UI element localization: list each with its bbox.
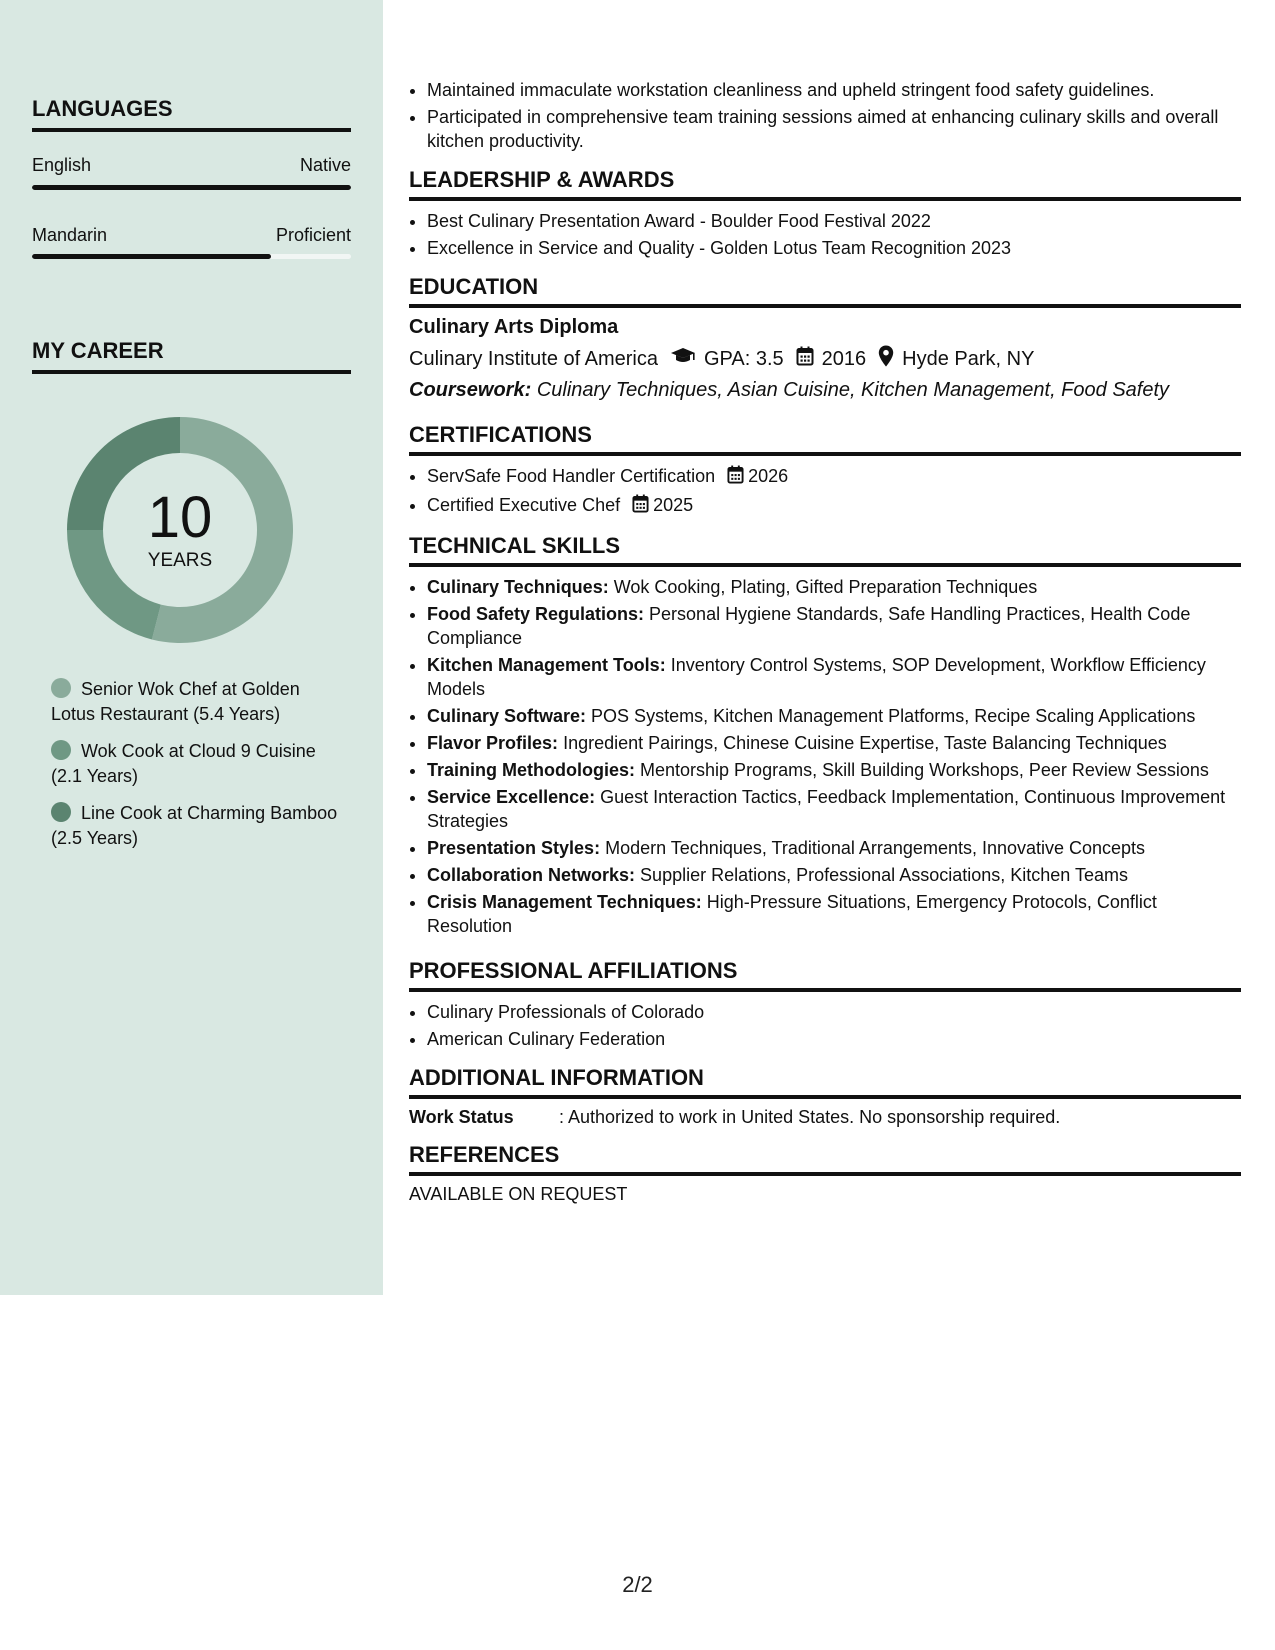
skill-value: Personal Hygiene Standards, Safe Handling Practices, Health Code Compliance (427, 604, 1191, 648)
education-year: 2016 (821, 347, 867, 370)
education-location: Hyde Park, NY (902, 347, 1035, 370)
skill-item (427, 758, 1241, 782)
language-row-english (32, 155, 351, 176)
work-status-row (409, 1107, 1241, 1128)
skill-label: Flavor Profiles: (427, 733, 559, 753)
legend-dot-icon (51, 678, 71, 698)
education-degree: Culinary Arts Diploma (409, 316, 619, 338)
skill-item (427, 785, 1241, 833)
career-total-unit: YEARS (147, 550, 213, 571)
skill-label: Culinary Software: (427, 706, 587, 726)
award-item: • Excellence in Service and Quality - Golden Lotus Team Recognition 2023 (427, 236, 1241, 260)
skill-value: High-Pressure Situations, Emergency Protocols, Conflict Resolution (427, 892, 1157, 936)
certification-name: Certified Executive Chef (427, 495, 621, 515)
certification-year: 2025 (653, 495, 694, 515)
language-name: Mandarin (32, 225, 108, 245)
language-bar-english (32, 185, 351, 190)
certifications-heading: CERTIFICATIONS (409, 422, 1241, 456)
award-item: • Best Culinary Presentation Award - Boulder Food Festival 2022 (427, 209, 1241, 233)
skill-value: POS Systems, Kitchen Management Platforms, Recipe Scaling Applications (591, 706, 1196, 726)
skill-item (427, 704, 1241, 728)
calendar-icon (727, 465, 744, 490)
skill-value: Mentorship Programs, Skill Building Workshops, Peer Review Sessions (640, 760, 1209, 780)
affiliation-item: • American Culinary Federation (427, 1027, 1241, 1051)
language-row-mandarin (32, 225, 351, 246)
affiliations-heading: PROFESSIONAL AFFILIATIONS (409, 958, 1241, 992)
coursework-label: Coursework: (409, 379, 532, 401)
skills-list (409, 575, 1241, 938)
skill-label: Food Safety Regulations: (427, 604, 645, 624)
experience-bullets (409, 78, 1241, 153)
language-bar-fill (32, 254, 271, 259)
coursework-value: Culinary Techniques, Asian Cuisine, Kitchen Management, Food Safety (536, 379, 1170, 401)
references-text: AVAILABLE ON REQUEST (409, 1184, 628, 1204)
skill-item (427, 602, 1241, 650)
language-name: English (32, 155, 92, 175)
skill-value: Inventory Control Systems, SOP Development, Workflow Efficiency Models (427, 655, 1206, 699)
page-number: 2/2 (622, 1572, 653, 1597)
legend-dot-icon (51, 802, 71, 822)
skill-label: Crisis Management Techniques: (427, 892, 702, 912)
skill-value: Guest Interaction Tactics, Feedback Implementation, Continuous Improvement Strategies (427, 787, 1226, 831)
language-bar-fill (32, 185, 351, 190)
donut-center-label (67, 417, 293, 643)
skill-value: Wok Cooking, Plating, Gifted Preparation Techniques (613, 577, 1038, 597)
language-level: Native (299, 155, 351, 175)
skill-item (427, 836, 1241, 860)
calendar-icon (796, 346, 814, 372)
calendar-icon (632, 494, 649, 519)
references-heading: REFERENCES (409, 1142, 1241, 1176)
skill-value: Ingredient Pairings, Chinese Cuisine Expertise, Taste Balancing Techniques (563, 733, 1167, 753)
career-item-label: Line Cook at Charming Bamboo (2.5 Years) (51, 803, 338, 848)
languages-heading: LANGUAGES (32, 96, 351, 132)
legend-dot-icon (51, 740, 71, 760)
education-gpa: GPA: 3.5 (704, 347, 784, 370)
career-total-years: 10 (147, 485, 213, 550)
skill-label: Presentation Styles: (427, 838, 601, 858)
leadership-heading: LEADERSHIP & AWARDS (409, 167, 1241, 201)
skill-item (427, 863, 1241, 887)
certification-year: 2026 (748, 466, 789, 486)
career-item-label: Senior Wok Chef at Golden Lotus Restaurant (5.4 Years) (51, 679, 300, 724)
language-bar-mandarin (32, 254, 351, 259)
main-content (409, 78, 1241, 1205)
additional-info-heading: ADDITIONAL INFORMATION (409, 1065, 1241, 1099)
skill-value: Supplier Relations, Professional Associations, Kitchen Teams (640, 865, 1128, 885)
work-status-value: : Authorized to work in United States. No sponsorship required. (559, 1107, 1061, 1127)
skill-label: Service Excellence: (427, 787, 596, 807)
graduation-cap-icon (670, 347, 696, 371)
language-level: Proficient (275, 225, 351, 245)
leadership-list (409, 209, 1241, 260)
career-item (51, 739, 341, 789)
work-status-label: Work Status (409, 1107, 514, 1127)
skill-item (427, 575, 1241, 599)
experience-bullet: • Participated in comprehensive team training sessions aimed at enhancing culinary skills and overall kitchen productivity. (427, 105, 1241, 153)
career-item (51, 677, 341, 727)
certification-item (427, 464, 1241, 490)
skill-value: Modern Techniques, Traditional Arrangements, Innovative Concepts (605, 838, 1146, 858)
skill-label: Collaboration Networks: (427, 865, 636, 885)
certification-name: ServSafe Food Handler Certification (427, 466, 716, 486)
certifications-list (409, 464, 1241, 519)
education-details (409, 345, 1241, 373)
education-school: Culinary Institute of America (409, 347, 658, 370)
map-pin-icon (878, 345, 894, 373)
sidebar (0, 0, 383, 1295)
career-list (51, 677, 341, 863)
skill-label: Culinary Techniques: (427, 577, 609, 597)
career-donut-chart (67, 417, 293, 643)
experience-bullet: • Maintained immaculate workstation cleanliness and upheld stringent food safety guidelines. (427, 78, 1241, 102)
affiliation-item: • Culinary Professionals of Colorado (427, 1000, 1241, 1024)
skills-heading: TECHNICAL SKILLS (409, 533, 1241, 567)
education-heading: EDUCATION (409, 274, 1241, 308)
career-heading: MY CAREER (32, 338, 351, 374)
career-item (51, 801, 341, 851)
skill-item (427, 890, 1241, 938)
skill-item (427, 731, 1241, 755)
certification-item (427, 493, 1241, 519)
education-coursework (409, 379, 1241, 402)
skill-label: Training Methodologies: (427, 760, 635, 780)
career-item-label: Wok Cook at Cloud 9 Cuisine (2.1 Years) (51, 741, 316, 786)
skill-item (427, 653, 1241, 701)
affiliations-list (409, 1000, 1241, 1051)
skill-label: Kitchen Management Tools: (427, 655, 666, 675)
